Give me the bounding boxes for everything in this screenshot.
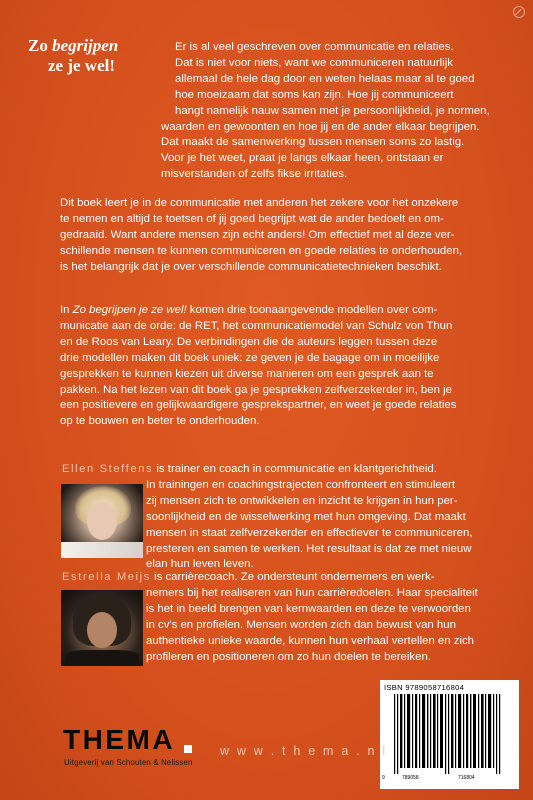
body-paragraph-2: Dit boek leert je in de communicatie met anderen het zekere voor het onzekere te nemen en altijd te toetsen of jij goed begrijpt wat de ander bedoelt en om- gedraaid. Want andere mensen zijn echt anders! Om effectief met al deze ver- schillende mensen te kunnen communiceren en goede relaties te onderhouden, is het belangrijk dat je over verschillende communicatietechnieken beschikt. xyxy=(60,197,463,273)
corner-mark-icon xyxy=(513,6,525,18)
tagline: Zo begrijpen ze je wel! xyxy=(28,36,119,75)
barcode-label: ISBN 9789058716804 9 789058 716804 xyxy=(380,680,519,789)
isbn-number: ISBN 9789058716804 xyxy=(384,683,465,692)
publisher-imprint: Uitgeverij van Schouten & Nelissen xyxy=(64,758,193,767)
intro-paragraph: Er is al veel geschreven over communicatie en relaties. Dat is niet voor niets, want we communiceren natuurlijk allemaal de hele dag door en weten helaas maar al te goed hoe moeizaam dat soms kan zijn. Hoe jij communiceert hangt namelijk nauw samen met je persoonlijkheid, je normen, waarden en gewoonten en hoe jij en de ander elkaar begrijpen. Dat maakt de samenwerking tussen mensen soms zo lastig. Voor je het weet, praat je langs elkaar heen, ontstaan er misverstanden of zelfs fikse irritaties. xyxy=(161,41,490,181)
barcode-icon xyxy=(388,694,512,774)
publisher-website: w w w . t h e m a . n l xyxy=(220,744,388,758)
logo-dot-icon xyxy=(184,745,192,753)
author-bio-estrella: Estrella Meijs is carrièrecoach. Ze ondersteunt ondernemers en werk- nemers bij het realiseren van hun carrièredoelen. Haar specialiteit is het in beeld brengen van kernwaarden en deze te verwoorden in cv's en profielen. Mensen worden zich dan bewust van hun authentieke unieke waarde, kunnen hun verhaal vertellen en zich profileren en positioneren om zo hun doelen te bereiken. xyxy=(62,571,478,663)
publisher-logo: THEMA xyxy=(63,724,176,755)
author-name-ellen: Ellen Steffens xyxy=(62,463,154,475)
author-name-estrella: Estrella Meijs xyxy=(62,571,151,583)
body-paragraph-3: In Zo begrijpen je ze wel! komen drie toonaangevende modellen over com- municatie aan de orde: de RET, het communicatiemodel van Schulz von Thun en de Roos van Leary. De verbindingen die de auteurs leggen tussen deze drie modellen maken dit boek uniek: ze geven je de bagage om in moeilijke gesprekken te kunnen kiezen uit diverse manieren om een gesprek aan te pakken. Na het lezen van dit boek ga je gesprekken zelfverzekerder in, ben je een positievere en gelijkwaardigere gesprekspartner, en weet je goede relaties op te bouwen en beter te onderhouden. xyxy=(60,304,457,428)
author-bio-ellen: Ellen Steffens is trainer en coach in communicatie en klantgerichtheid. In trainingen en coachingstrajecten confronteert en stimuleert zij mensen zich te ontwikkelen en inzicht te krijgen in hun per- soonlijkheid en de wisselwerking met hun omgeving. Dat maakt mensen in staat zelfverzekerder en effectiever te communiceren, presteren en samen te werken. Het resultaat is dat ze met nieuw elan hun leven leven. xyxy=(62,463,473,571)
